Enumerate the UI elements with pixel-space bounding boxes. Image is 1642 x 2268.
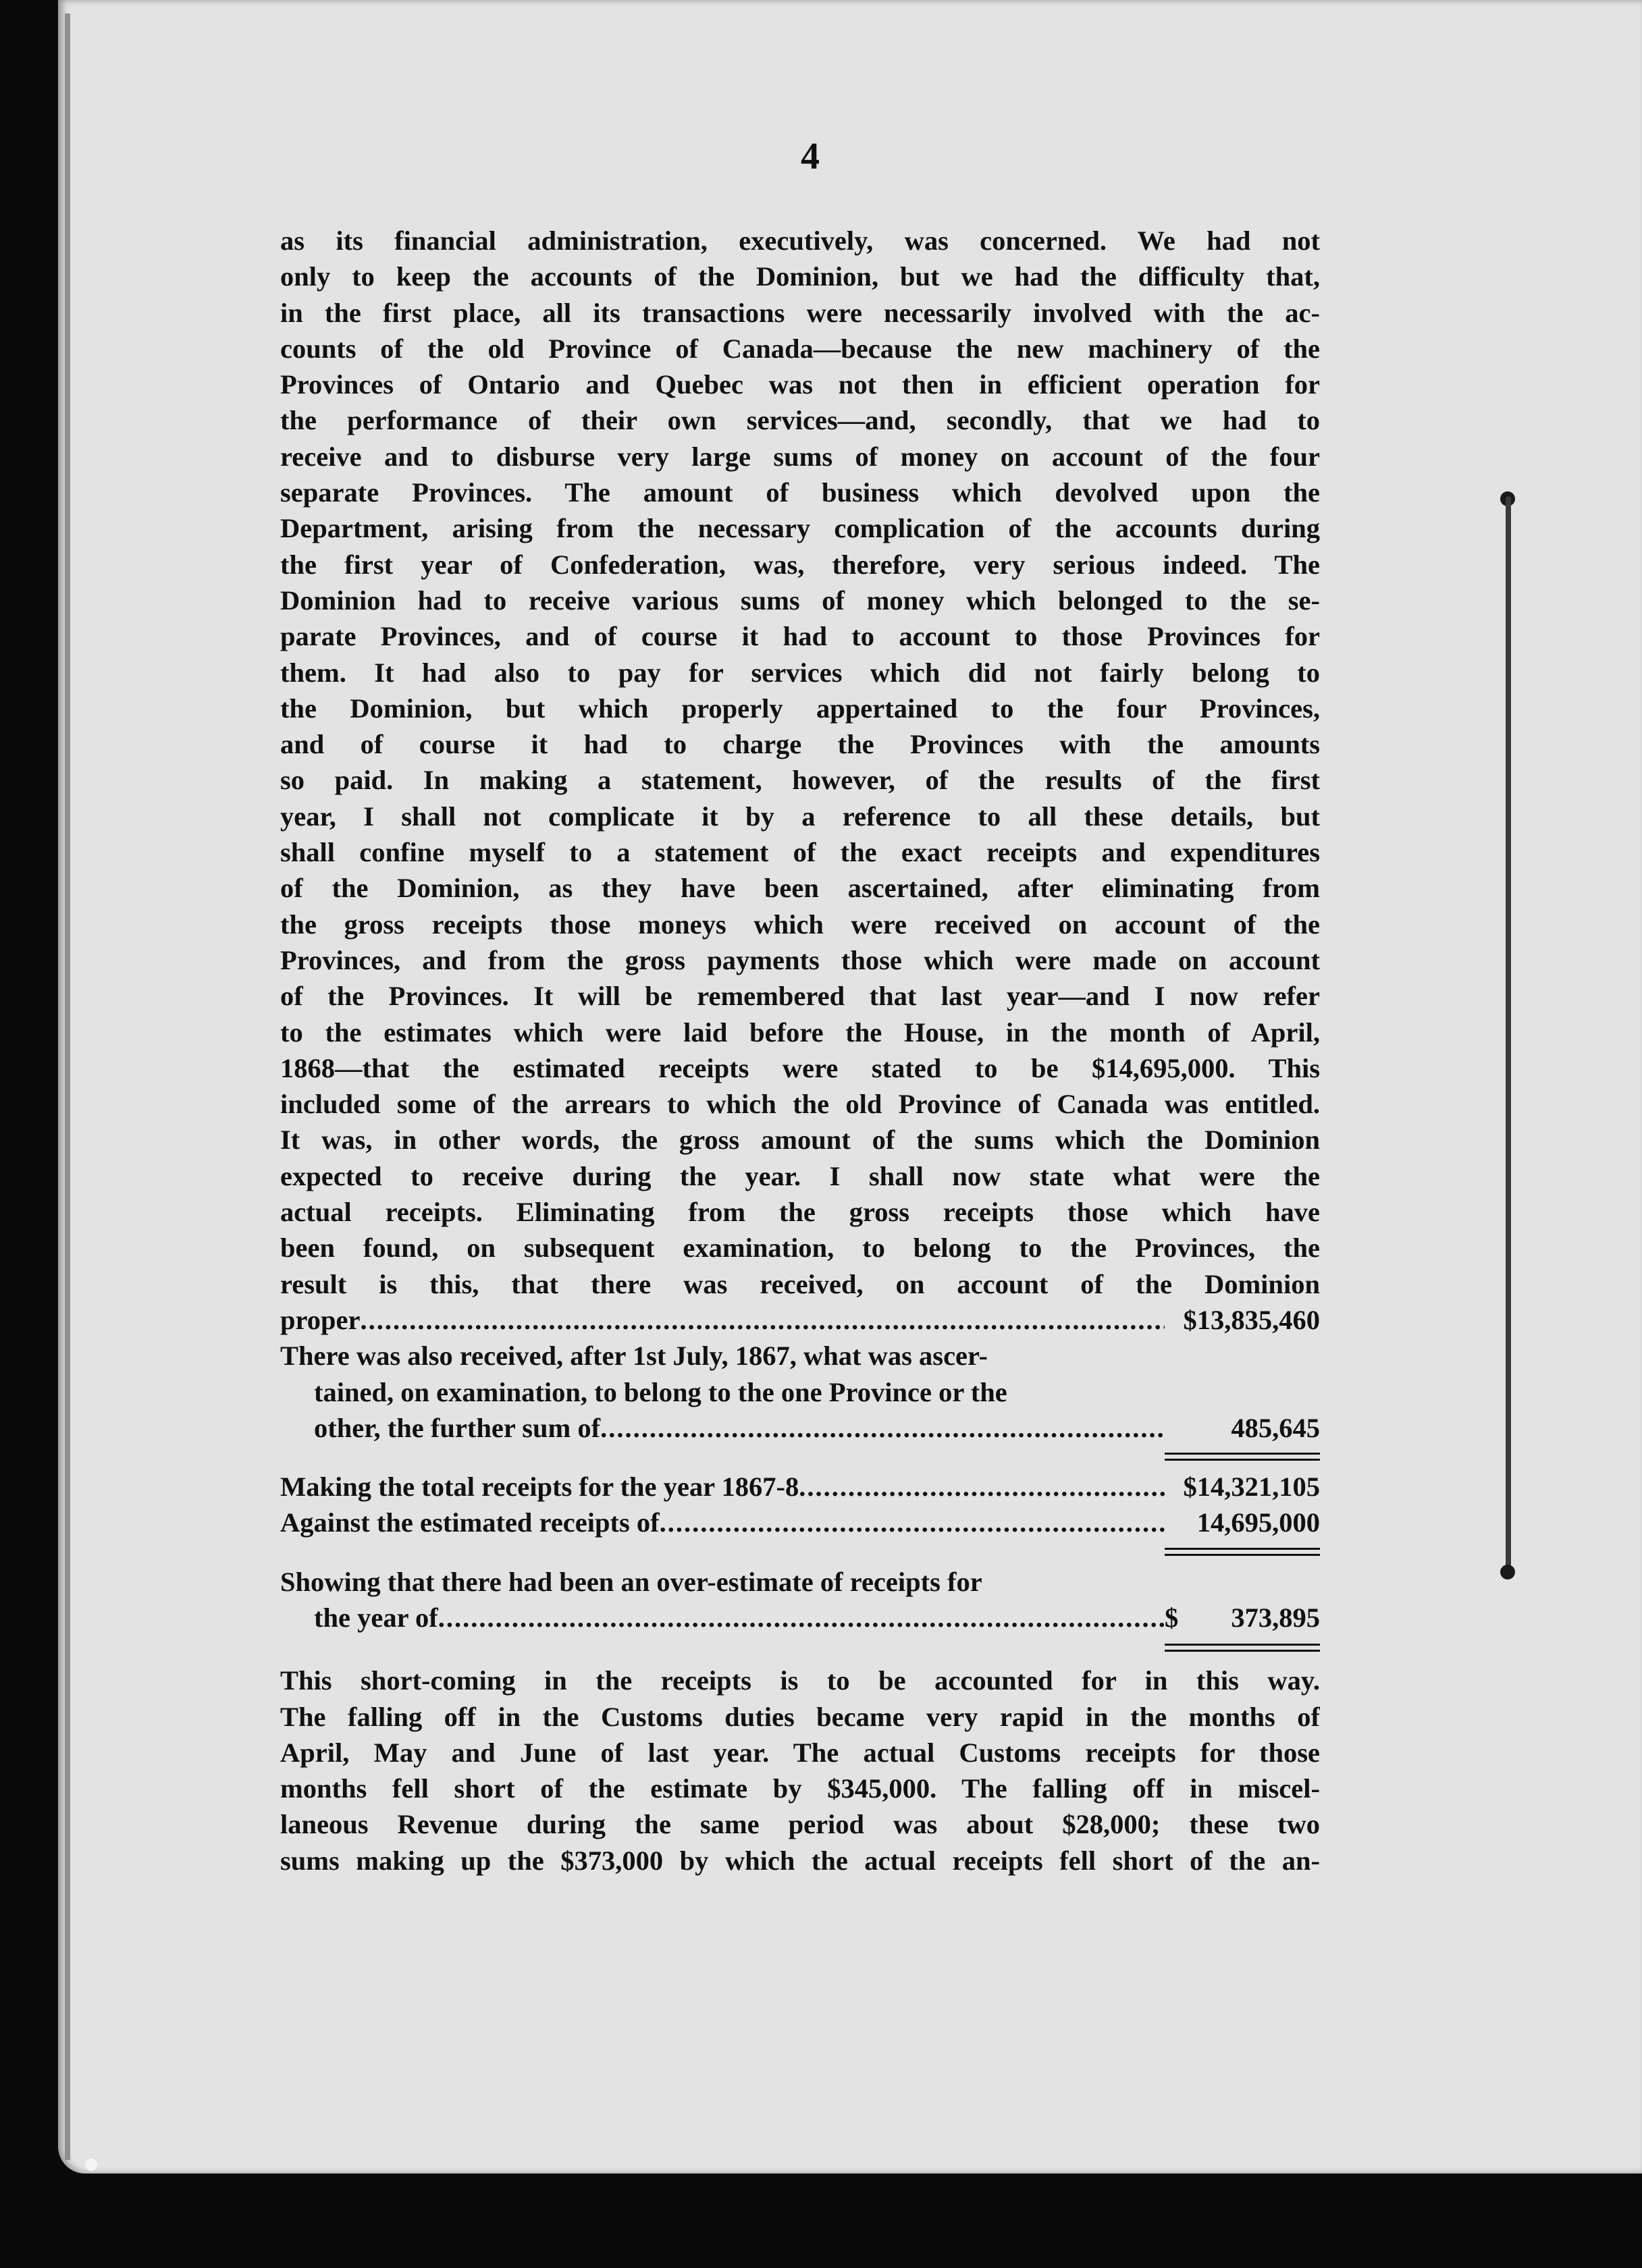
text-line: Department, arising from the necessary complication of the accounts during: [280, 513, 1320, 544]
text-line: so paid. In making a statement, however, of the results of the first: [280, 765, 1320, 796]
ledger-amount: $14,321,105: [1183, 1472, 1320, 1503]
text-line: laneous Revenue during the same period was about $28,000; these two: [280, 1809, 1320, 1840]
ledger-row-total: [280, 1469, 1320, 1505]
text-line: the first year of Confederation, was, therefore, very serious indeed. The: [280, 549, 1320, 580]
page-number: 4: [801, 136, 820, 178]
ledger-row-over-estimate: [280, 1600, 1320, 1636]
text-line: separate Provinces. The amount of business which devolved upon the: [280, 477, 1320, 508]
leader-dots: [799, 1469, 1165, 1505]
text-line: included some of the arrears to which the old Province of Canada was entitled.: [280, 1089, 1320, 1120]
ledger-row-further-sum: [280, 1410, 1320, 1446]
text-line: counts of the old Province of Canada—because the new machinery of the: [280, 333, 1320, 364]
ledger-text-line: Showing that there had been an over-estimate of receipts for: [280, 1566, 982, 1597]
text-line: result is this, that there was received, on account of the Dominion: [280, 1268, 1320, 1299]
ledger-currency: $: [1165, 1602, 1179, 1633]
ledger-label: Against the estimated receipts of: [280, 1507, 660, 1538]
binding-edge: [65, 14, 70, 2160]
double-rule: [1165, 1644, 1320, 1652]
paragraph-intro: [280, 223, 1320, 1302]
text-line: the Dominion, but which properly appertained to the four Provinces,: [280, 693, 1320, 724]
ledger-label: proper: [280, 1304, 361, 1335]
text-line: Provinces of Ontario and Quebec was not then in efficient operation for: [280, 369, 1320, 400]
text-line: sums making up the $373,000 by which the actual receipts fell short of the an-: [280, 1845, 1320, 1876]
text-line: as its financial administration, executively, was concerned. We had not: [280, 225, 1320, 256]
text-line: receive and to disburse very large sums of money on account of the four: [280, 441, 1320, 472]
leader-dots: [660, 1505, 1165, 1540]
ledger-row-estimate: [280, 1505, 1320, 1540]
binding-pin-bottom: [1500, 1565, 1515, 1580]
leader-dots: [361, 1302, 1165, 1338]
text-line: of the Provinces. It will be remembered that last year—and I now refer: [280, 981, 1320, 1012]
leader-dots: [438, 1600, 1165, 1636]
ledger-label: other, the further sum of: [314, 1412, 601, 1443]
text-line: of the Dominion, as they have been ascertained, after eliminating from: [280, 873, 1320, 904]
text-line: April, May and June of last year. The actual Customs receipts for those: [280, 1737, 1320, 1768]
document-body: [280, 223, 1320, 1879]
ledger-label: the year of: [314, 1602, 438, 1633]
text-line: the gross receipts those moneys which were received on account of the: [280, 909, 1320, 940]
text-line: expected to receive during the year. I shall now state what were the: [280, 1160, 1320, 1191]
ledger-amount: 373,895: [1231, 1602, 1320, 1633]
text-line: only to keep the accounts of the Dominion, but we had the difficulty that,: [280, 261, 1320, 292]
ledger-amount: $13,835,460: [1183, 1304, 1320, 1335]
ledger-row-proper: [280, 1302, 1320, 1338]
leader-dots: [600, 1410, 1165, 1446]
ledger-amount: 14,695,000: [1196, 1507, 1320, 1538]
ledger-text-line: There was also received, after 1st July, 1867, what was ascer-: [280, 1341, 988, 1372]
text-line: Dominion had to receive various sums of money which belonged to the se-: [280, 585, 1320, 616]
ledger-label: Making the total receipts for the year 1867-8: [280, 1472, 799, 1503]
text-line: actual receipts. Eliminating from the gross receipts those which have: [280, 1197, 1320, 1228]
text-line: to the estimates which were laid before the House, in the month of April,: [280, 1017, 1320, 1048]
scan-speck: [85, 2159, 97, 2171]
text-line: 1868—that the estimated receipts were stated to be $14,695,000. This: [280, 1052, 1320, 1083]
text-line: This short-coming in the receipts is to be accounted for in this way.: [280, 1665, 1320, 1696]
text-line: Provinces, and from the gross payments those which were made on account: [280, 944, 1320, 975]
text-line: shall confine myself to a statement of the exact receipts and expenditures: [280, 837, 1320, 868]
text-line: months fell short of the estimate by $345,000. The falling off in miscel-: [280, 1773, 1320, 1804]
text-line: The falling off in the Customs duties became very rapid in the months of: [280, 1701, 1320, 1732]
receipts-ledger: [280, 1302, 1320, 1663]
ledger-amount: 485,645: [1231, 1412, 1320, 1443]
text-line: them. It had also to pay for services which did not fairly belong to: [280, 657, 1320, 688]
text-line: and of course it had to charge the Provinces with the amounts: [280, 729, 1320, 760]
binding-thread: [1506, 496, 1511, 1573]
double-rule: [1165, 1453, 1320, 1461]
text-line: It was, in other words, the gross amount of the sums which the Dominion: [280, 1125, 1320, 1156]
ledger-text-line: tained, on examination, to belong to the one Province or the: [314, 1376, 1007, 1407]
double-rule: [1165, 1548, 1320, 1556]
paragraph-explanation: [280, 1663, 1320, 1879]
text-line: the performance of their own services—and, secondly, that we had to: [280, 405, 1320, 436]
text-line: been found, on subsequent examination, to belong to the Provinces, the: [280, 1233, 1320, 1264]
text-line: in the first place, all its transactions were necessarily involved with the ac-: [280, 297, 1320, 328]
text-line: year, I shall not complicate it by a reference to all these details, but: [280, 801, 1320, 832]
text-line: parate Provinces, and of course it had to account to those Provinces for: [280, 621, 1320, 652]
